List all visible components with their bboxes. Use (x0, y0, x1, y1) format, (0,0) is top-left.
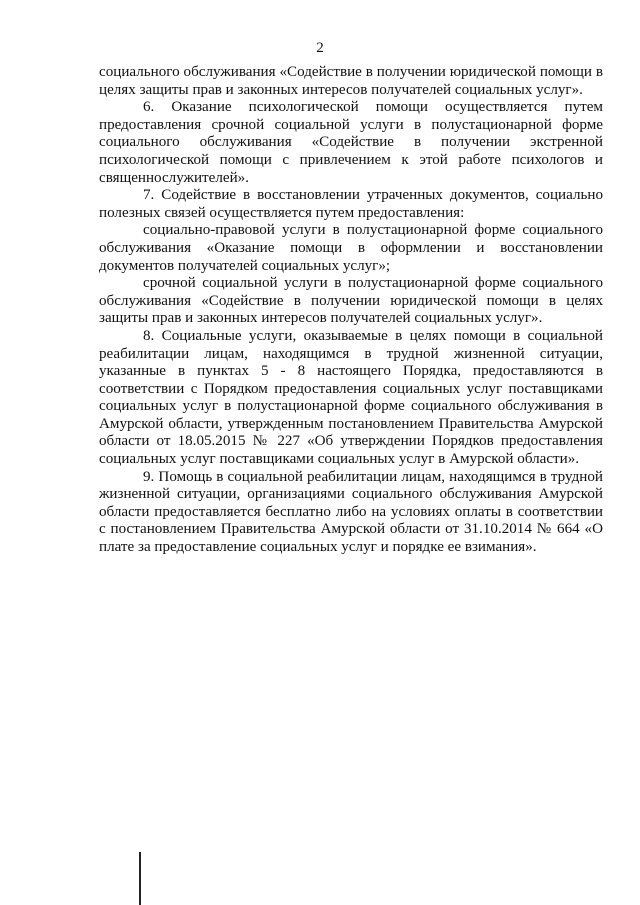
paragraph-item-8: 8. Социальные услуги, оказываемые в целях помощи в социальной реабилитации лицам, находящимся в трудной жизненной ситуации, указанные в пунктах 5 - 8 настоящего Порядка, предоставляются в соответствии с Порядком предоставления социальных услуг поставщиками социальных услуг в полустационарной форме социального обслуживания в Амурской области, утвержденным постановлением Правительства Амурской области от 18.05.2015 № 227 «Об утверждении Порядков предоставления социальных услуг поставщиками социальных услуг в Амурской области». (99, 327, 603, 468)
document-body (99, 64, 603, 557)
paragraph-item-7-sub-2: срочной социальной услуги в полустационарной форме социального обслуживания «Содействие в получении юридической помощи в целях защиты прав и законных интересов получателей социальных услуг». (99, 275, 603, 327)
page-number: 2 (316, 40, 324, 56)
paragraph-continuation: социального обслуживания «Содействие в получении юридической помощи в целях защиты прав и законных интересов получателей социальных услуг». (99, 64, 603, 98)
paragraph-item-9: 9. Помощь в социальной реабилитации лицам, находящимся в трудной жизненной ситуации, организациями социального обслуживания Амурской области предоставляется бесплатно либо на условиях оплаты в соответствии с постановлением Правительства Амурской области от 31.10.2014 № 664 «О плате за предоставление социальных услуг и порядке ее взимания». (99, 468, 603, 556)
scan-artifact-line (139, 852, 141, 905)
paragraph-item-6: 6. Оказание психологической помощи осуществляется путем предоставления срочной социальной услуги в полустационарной форме социального обслуживания «Содействие в получении экстренной психологической помощи с привлечением к этой работе психологов и священнослужителей». (99, 99, 603, 186)
paragraph-item-7-sub-1: социально-правовой услуги в полустационарной форме социального обслуживания «Оказание помощи в оформлении и восстановлении документов получателей социальных услуг»; (99, 222, 603, 274)
paragraph-item-7: 7. Содействие в восстановлении утраченных документов, социально полезных связей осуществляется путем предоставления: (99, 187, 603, 221)
